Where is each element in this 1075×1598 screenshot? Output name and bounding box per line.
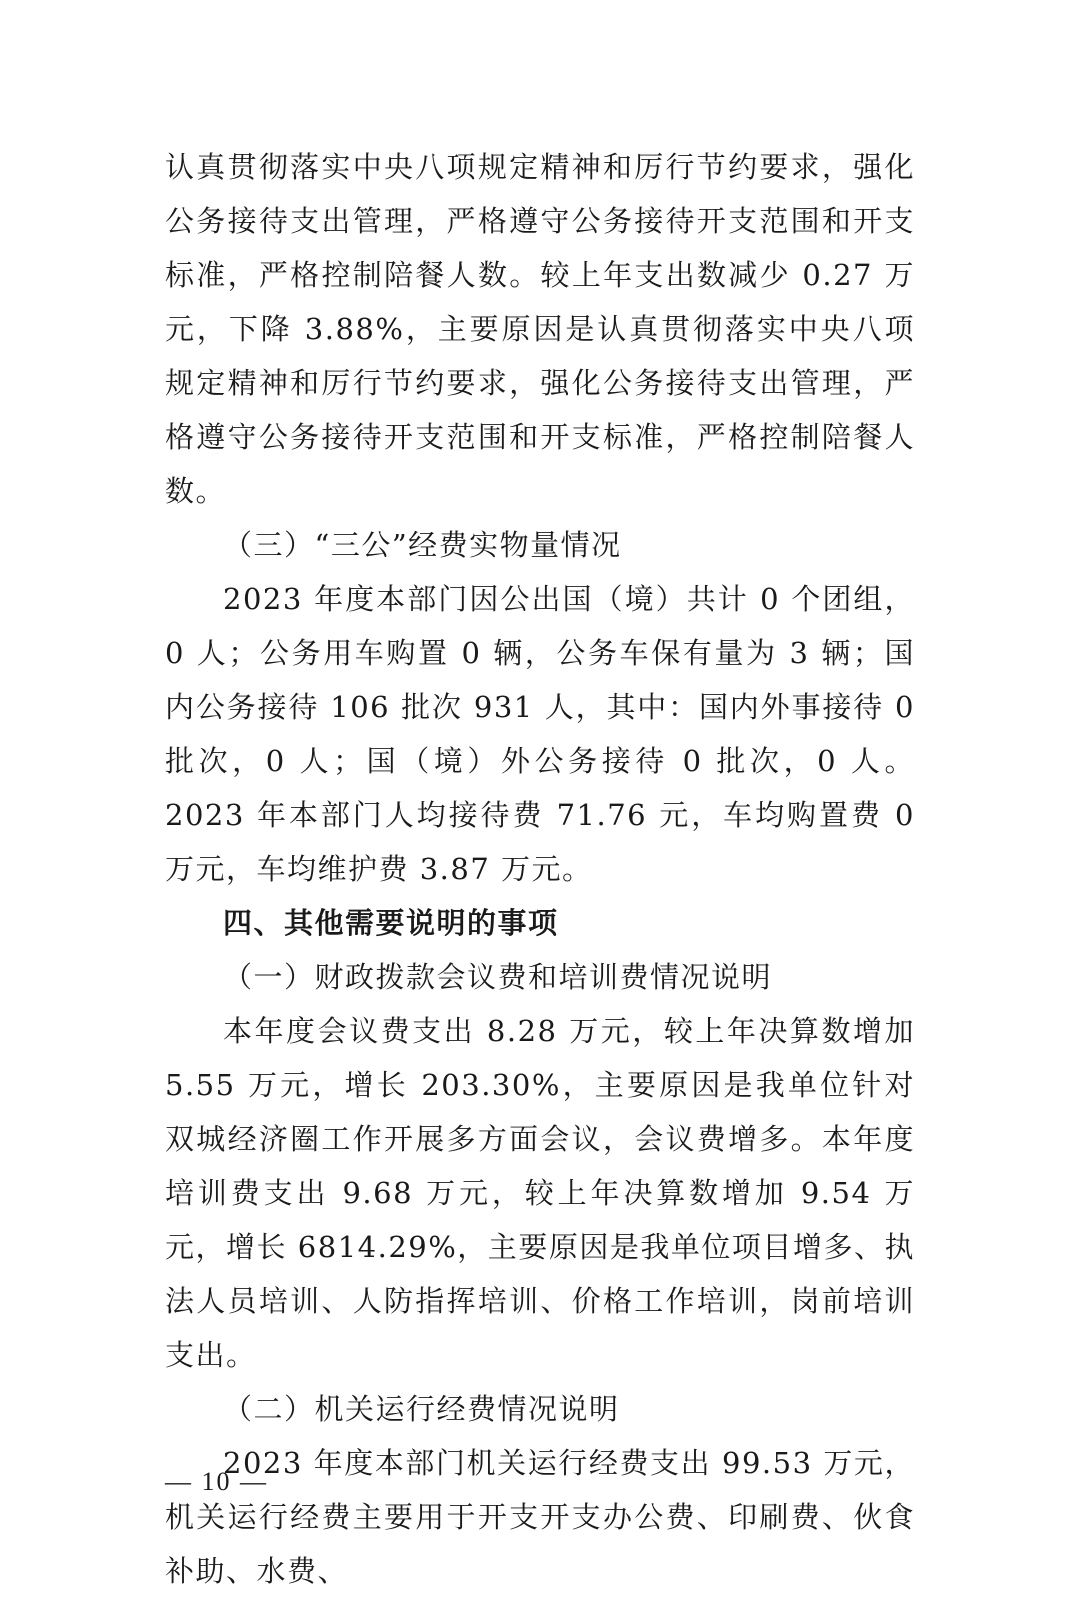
heading-three-public-physical-quantity: （三）“三公”经费实物量情况 (223, 528, 622, 562)
paragraph-physical-quantity: 2023 年度本部门因公出国（境）共计 0 个团组，0 人；公务用车购置 0 辆，公务车保有量为 3 辆；国内公务接待 106 批次 931 人，其中：国内外事接待 0 批次，0 人；国（境）外公务接待 0 批次，0 人。2023 年本部门人均接待费 71.76 元，车均购置费 0 万元，车均维护费 3.87 万元。 (165, 582, 915, 886)
heading-operating-expenses: （二）机关运行经费情况说明 (223, 1392, 620, 1426)
document-body (165, 140, 915, 1598)
paragraph-meeting-training-fees: 本年度会议费支出 8.28 万元，较上年决算数增加 5.55 万元，增长 203.30%，主要原因是我单位针对双城经济圈工作开展多方面会议，会议费增多。本年度培训费支出 9.68 万元，较上年决算数增加 9.54 万元，增长 6814.29%，主要原因是我单位项目增多、执法人员培训、人防指挥培训、价格工作培训，岗前培训支出。 (165, 1014, 915, 1372)
paragraph-reception-expense: 认真贯彻落实中央八项规定精神和厉行节约要求，强化公务接待支出管理，严格遵守公务接待开支范围和开支标准，严格控制陪餐人数。较上年支出数减少 0.27 万元，下降 3.88%，主要原因是认真贯彻落实中央八项规定精神和厉行节约要求，强化公务接待支出管理，严格遵守公务接待开支范围和开支标准，严格控制陪餐人数。 (165, 150, 915, 508)
paragraph-operating-expenses: 2023 年度本部门机关运行经费支出 99.53 万元，机关运行经费主要用于开支开支办公费、印刷费、伙食补助、水费、 (165, 1446, 915, 1588)
page-number: — 10 — (165, 1467, 268, 1496)
section-heading-other-matters: 四、其他需要说明的事项 (223, 906, 559, 940)
heading-meeting-training-fees: （一）财政拨款会议费和培训费情况说明 (223, 960, 773, 994)
